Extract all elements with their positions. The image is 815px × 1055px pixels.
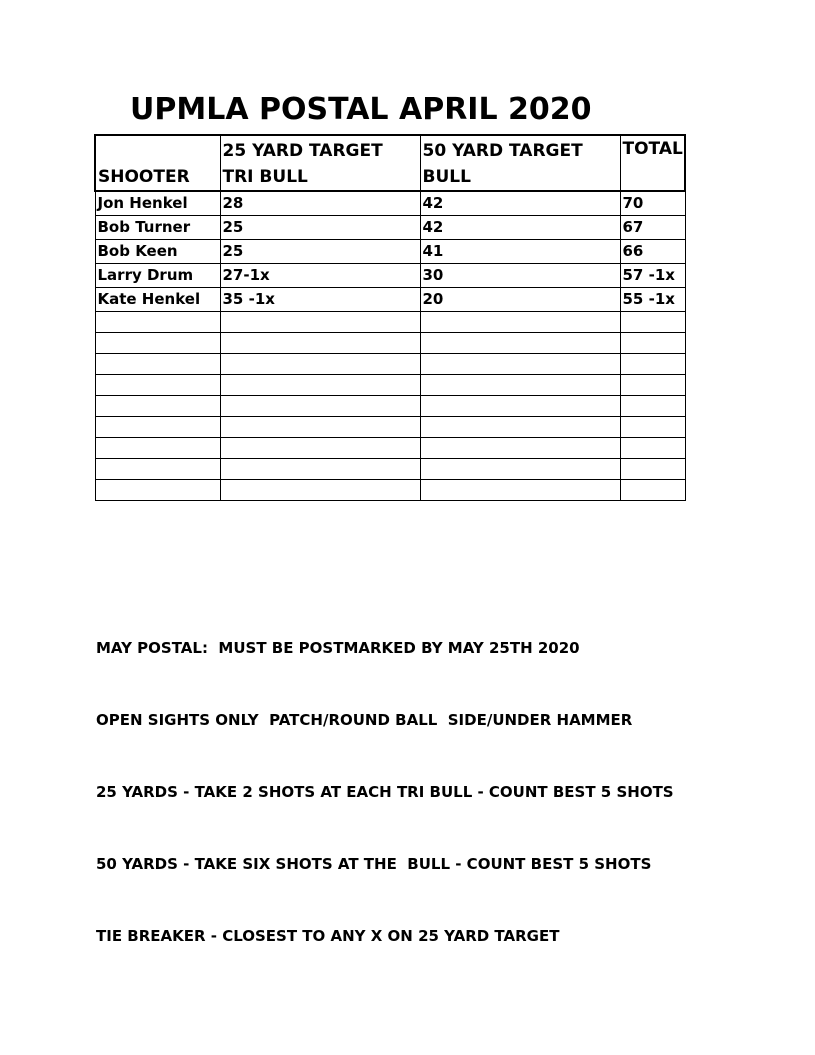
cell-total: 55 -1x xyxy=(620,288,685,312)
cell-shooter: Bob Turner xyxy=(95,216,220,240)
note-line: MAY POSTAL: MUST BE POSTMARKED BY MAY 25TH 2020 xyxy=(96,639,580,657)
header-50-yard-line2: BULL xyxy=(422,167,471,187)
cell-shooter: Jon Henkel xyxy=(95,191,220,216)
table-header-row xyxy=(95,135,685,191)
note-line: TIE BREAKER - CLOSEST TO ANY X ON 25 YARD TARGET xyxy=(96,927,560,945)
note-line: 25 YARDS - TAKE 2 SHOTS AT EACH TRI BULL - COUNT BEST 5 SHOTS xyxy=(96,783,674,801)
empty-table-row xyxy=(95,354,685,375)
table-row xyxy=(95,288,685,312)
cell-50-yard: 41 xyxy=(420,240,620,264)
empty-table-row xyxy=(95,375,685,396)
empty-table-row xyxy=(95,480,685,501)
empty-table-row xyxy=(95,459,685,480)
cell-25-yard: 25 xyxy=(220,240,420,264)
table-row xyxy=(95,264,685,288)
note-line: OPEN SIGHTS ONLY PATCH/ROUND BALL SIDE/UNDER HAMMER xyxy=(96,711,633,729)
header-25-yard-line2: TRI BULL xyxy=(222,167,308,187)
table-row xyxy=(95,216,685,240)
cell-25-yard: 28 xyxy=(220,191,420,216)
score-table xyxy=(94,134,686,501)
cell-total: 66 xyxy=(620,240,685,264)
cell-25-yard: 35 -1x xyxy=(220,288,420,312)
empty-table-row xyxy=(95,396,685,417)
header-25-yard-line1: 25 YARD TARGET xyxy=(222,141,383,161)
empty-table-row xyxy=(95,312,685,333)
cell-50-yard: 42 xyxy=(420,191,620,216)
cell-50-yard: 20 xyxy=(420,288,620,312)
empty-table-row xyxy=(95,333,685,354)
cell-total: 57 -1x xyxy=(620,264,685,288)
header-50-yard-line1: 50 YARD TARGET xyxy=(422,141,583,161)
table-row xyxy=(95,191,685,216)
header-shooter: SHOOTER xyxy=(95,135,220,191)
header-25-yard-target xyxy=(220,135,420,191)
table-row xyxy=(95,240,685,264)
page-title: UPMLA POSTAL APRIL 2020 xyxy=(130,92,592,127)
cell-50-yard: 42 xyxy=(420,216,620,240)
rules-notes xyxy=(96,588,674,972)
note-line: 50 YARDS - TAKE SIX SHOTS AT THE BULL - COUNT BEST 5 SHOTS xyxy=(96,855,652,873)
cell-shooter: Kate Henkel xyxy=(95,288,220,312)
header-50-yard-target xyxy=(420,135,620,191)
cell-25-yard: 27-1x xyxy=(220,264,420,288)
empty-table-row xyxy=(95,417,685,438)
cell-50-yard: 30 xyxy=(420,264,620,288)
empty-table-row xyxy=(95,438,685,459)
cell-shooter: Bob Keen xyxy=(95,240,220,264)
header-total: TOTAL xyxy=(620,135,685,191)
cell-total: 70 xyxy=(620,191,685,216)
cell-total: 67 xyxy=(620,216,685,240)
cell-shooter: Larry Drum xyxy=(95,264,220,288)
cell-25-yard: 25 xyxy=(220,216,420,240)
